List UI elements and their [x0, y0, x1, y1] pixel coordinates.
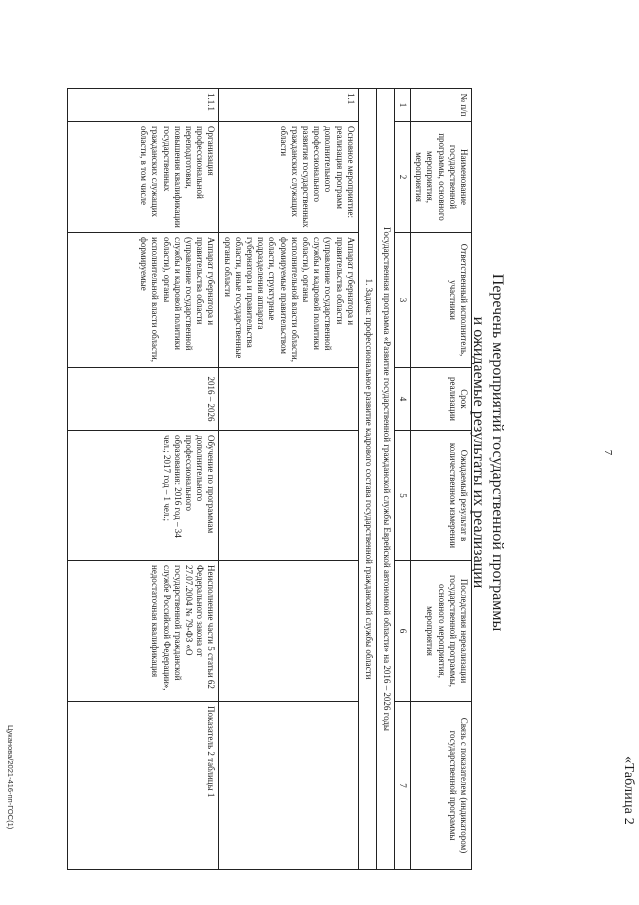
- row-number: 1.1: [219, 89, 358, 122]
- header-cell-consequence: Последствия нереализации государственной программы, основного мероприятия, мероприятия: [410, 561, 471, 702]
- column-number: 6: [394, 561, 410, 702]
- header-cell-indicator: Связь с показателем (индикатором) государственной программы: [410, 702, 471, 870]
- task-title-cell: 1. Задача: профессиональное развитие кадрового состава государственной гражданской службы области: [358, 89, 376, 870]
- page-number: 7: [602, 449, 614, 456]
- period: 2016 – 2026: [68, 368, 219, 431]
- column-number: 7: [394, 702, 410, 870]
- footer-code: Цуканова/2021-416-пп-ГОС(1): [6, 725, 15, 830]
- task-row: [358, 89, 376, 870]
- consequence: [219, 561, 358, 702]
- program-row: [376, 89, 394, 870]
- column-number: 4: [394, 368, 410, 431]
- page-title: [469, 0, 507, 905]
- title-line-1: Перечень мероприятий государственной программы: [489, 273, 506, 632]
- table-row: [219, 89, 358, 870]
- header-cell-result: Ожидаемый результат в количественном измерении: [410, 431, 471, 561]
- executor: Аппарат губернатора и правительства области (управление государственной службы и кадровой политики области), органы исполнительной власти области, формируемые правительством области, структурные подразделения аппарата губернатора и правительства области, иные государственные органы области: [219, 233, 358, 368]
- measure-name: Основное мероприятие: реализация программ дополнительного профессионального развития государственных гражданских служащих области: [219, 122, 358, 233]
- measures-table: [67, 88, 472, 870]
- program-title-cell: Государственная программа «Развитие государственной гражданской службы Еврейской автономной области» на 2016 – 2026 годы: [376, 89, 394, 870]
- header-cell-num: № п/п: [410, 89, 471, 122]
- measure-name: Организация профессиональной переподготовки, повышения квалификации государственных гражданских служащих области, в том числе: [68, 122, 219, 233]
- header-cell-period: Срок реализации: [410, 368, 471, 431]
- consequence: Неисполнение части 5 статьи 62 Федерального закона от 27.07.2004 № 79-ФЗ «О государственной гражданской службе Российской Федерации», недостаточная квалификация: [68, 561, 219, 702]
- period: [219, 368, 358, 431]
- column-number: 1: [394, 89, 410, 122]
- indicator-link: [219, 702, 358, 870]
- table-row: [68, 89, 219, 870]
- expected-result: [219, 431, 358, 561]
- column-number-row: [394, 89, 410, 870]
- header-cell-executor: Ответственный исполнитель, участники: [410, 233, 471, 368]
- row-number: 1.1.1: [68, 89, 219, 122]
- table-label: «Таблица 2: [621, 756, 636, 825]
- indicator-link: Показатель 2 таблицы 1: [68, 702, 219, 870]
- column-number: 2: [394, 122, 410, 233]
- column-number: 5: [394, 431, 410, 561]
- title-line-2: и ожидаемые результаты их реализации: [470, 316, 487, 589]
- executor: Аппарат губернатора и правительства области (управление государственной службы и кадровой политики области), органы исполнительной власти области, формируемые: [68, 233, 219, 368]
- header-cell-name: Наименование государственной программы, основного мероприятия, мероприятия: [410, 122, 471, 233]
- expected-result: Обучение по программам дополнительного профессионального образования: 2016 год – 34 чел.; 2017 год – 1 чел.;: [68, 431, 219, 561]
- table-header-row: [410, 89, 471, 870]
- column-number: 3: [394, 233, 410, 368]
